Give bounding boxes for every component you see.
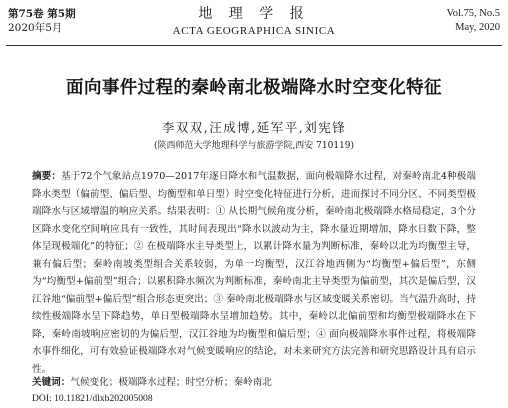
keywords-text: 气候变化；极端降水过程；时空分析；秦岭南北: [70, 377, 272, 388]
journal-name-cn: 地 理 学 报: [198, 6, 310, 22]
journal-name-en: ACTA GEOGRAPHICA SINICA: [172, 25, 336, 37]
abstract-label: 摘要：: [32, 171, 61, 182]
author-list: 李双双,汪成博,延军平,刘宪锋: [161, 120, 347, 135]
header-rule: [6, 45, 502, 46]
publication-date-en: May, 2020: [455, 22, 500, 33]
doi[interactable]: DOI: 10.11821/dlxb202005008: [32, 393, 153, 404]
abstract: [32, 168, 476, 378]
keywords: [32, 376, 476, 389]
keywords-label: 关键词：: [32, 377, 71, 388]
volume-issue-en: Vol.75, No.5: [446, 8, 500, 19]
publication-date-cn: 2020年5月: [8, 22, 63, 34]
journal-header-center: [0, 5, 508, 38]
journal-header-right: [447, 7, 500, 35]
volume-issue-cn: 第75卷 第5期: [8, 8, 76, 20]
abstract-text: 基于72个气象站点1970—2017年逐日降水和气温数据，面向极端降水过程，对秦岭南北4种极端降水类型（偏前型、偏后型、均衡型和单日型）时空变化特征进行分析，进而探讨不同分区、不同类型极端降水与区域增温的响应关系。结果表明：① 从长期气候角度分析，秦岭南北极端降水格局稳定，3个分区降水变化空间响应具有一致性，其时间表现出“降水以波动为主，降水量近期增加，降水日数下降，整体呈现极端化”的特征；② 在极端降水主导类型上，以累计降水量为判断标准，秦岭以北为均衡型主导，兼有偏后型；秦岭南坡类型组合关系较弱，为单一均衡型，汉江谷地西侧为“均衡型+偏后型”，东侧为“均衡型+偏前型”组合；以累积降水频次为判断标准，秦岭南北主导类型为偏前型，其次是偏后型，汉江谷地“偏前型+偏后型”组合形态更突出；③ 秦岭南北极端降水与区域变暖关系密切。当气温升高时，持续性极端降水呈下降趋势，单日型极端降水呈增加趋势。其中，秦岭以北偏前型和均衡型极端降水在下降，秦岭南坡响应密切的为偏后型，汉江谷地为均衡型和偏后型；④ 面向极端降水事件过程，将极端降水事件细化，可有效验证极端降水对气候变暖响应的结论，对未来研究方法完善和研究思路设计具有启示性。: [32, 171, 476, 375]
author-affiliation: (陕西师范大学地理科学与旅游学院,西安 710119): [153, 141, 355, 151]
paper-title: 面向事件过程的秦岭南北极端降水时空变化特征: [66, 78, 442, 98]
